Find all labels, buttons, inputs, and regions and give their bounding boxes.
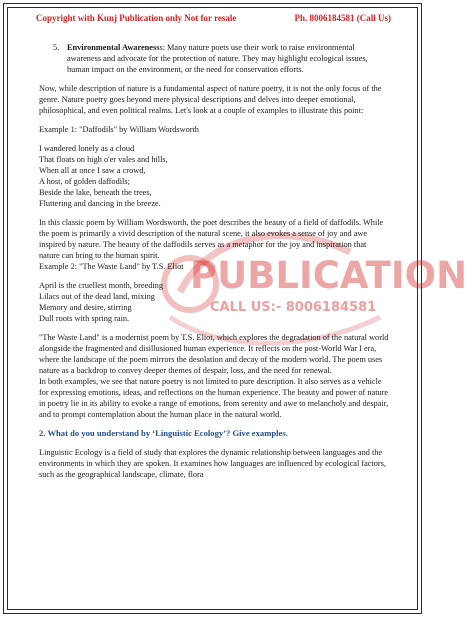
example-2-poem xyxy=(39,280,389,324)
conclusion-paragraph: In both examples, we see that nature poetry is not limited to pure description. It also serves as a vehicle for expressing emotions, ideas, and reflections on the human experience. The beauty and power of nature in poetry lie in its ability to evoke a range of emotions, from serenity and awe to melancholy and despair, and to prompt contemplation about the human place in the natural world. xyxy=(39,377,389,419)
example-1-analysis: In this classic poem by William Wordsworth, the poet describes the beauty of a field of daffodils. While the poem is primarily a vivid description of the natural scene, it also evokes a sense of joy and awe inspired by nature. The beauty of the daffodils serves as a metaphor for the joy and inspiration that nature can bring to the human spirit. xyxy=(39,218,384,260)
copyright-notice: Copyright with Kunj Publication only Not for resale xyxy=(36,13,237,23)
watermark-text: PUBLICATION xyxy=(190,254,467,297)
poem-line: Memory and desire, stirring xyxy=(39,303,132,312)
document-body xyxy=(39,42,389,480)
poem-line: When all at once I saw a crowd, xyxy=(39,166,146,175)
answer-paragraph: Linguistic Ecology is a field of study that explores the dynamic relationship between languages and the environments in which they are spoken. It examines how languages are influenced by ecological factors, such as the geographical landscape, climate, flora xyxy=(39,448,386,479)
list-item-body xyxy=(67,42,389,75)
poem-line: Lilacs out of the dead land, mixing xyxy=(39,292,155,301)
list-item-title: Environmental Awareness xyxy=(67,43,160,52)
poem-line: Fluttering and dancing in the breeze. xyxy=(39,199,161,208)
intro-paragraph: Now, while description of nature is a fundamental aspect of nature poetry, it is not the only focus of the genre. Nature poetry goes beyond mere physical descriptions and delves into deeper emotional, philosophical, and even political realms. Let's look at a couple of examples to illustrate this point: xyxy=(39,84,382,115)
watermark-call: CALL US:- 8006184581 xyxy=(210,300,377,315)
example-2-heading: Example 2: "The Waste Land" by T.S. Eliot xyxy=(39,262,184,271)
question-heading: 2. What do you understand by ‘Linguistic Ecology’? Give examples. xyxy=(39,428,288,438)
example-2-analysis: "The Waste Land" is a modernist poem by T.S. Eliot, which explores the degradation of the natural world alongside the fragmented and disillusioned human experience. It reflects on the post-World War I era, where the landscape of the poem mirrors the desolation and decay of the modern world. The poem uses nature as a backdrop to convey deeper themes of despair, loss, and the need for renewal. xyxy=(39,333,389,375)
poem-line: That floats on high o'er vales and hills, xyxy=(39,155,168,164)
page-header xyxy=(36,13,391,23)
example-1-poem xyxy=(39,143,389,209)
phone-number: Ph. 8006184581 (Call Us) xyxy=(294,13,391,23)
poem-line: Beside the lake, beneath the trees, xyxy=(39,188,152,197)
list-item-text: s: Many nature poets use their work to raise environmental awareness and advocate for the protection of nature. They may highlight ecological issues, human impact on the environment, or the need for conservation efforts. xyxy=(67,43,368,74)
poem-line: April is the cruellest month, breeding xyxy=(39,281,163,290)
poem-line: Dull roots with spring rain. xyxy=(39,314,130,323)
list-item xyxy=(53,42,389,75)
poem-line: I wandered lonely as a cloud xyxy=(39,144,135,153)
poem-line: A host, of golden daffodils; xyxy=(39,177,130,186)
example-1-heading: Example 1: "Daffodils" by William Wordsworth xyxy=(39,125,199,134)
list-number: 5. xyxy=(53,43,60,52)
